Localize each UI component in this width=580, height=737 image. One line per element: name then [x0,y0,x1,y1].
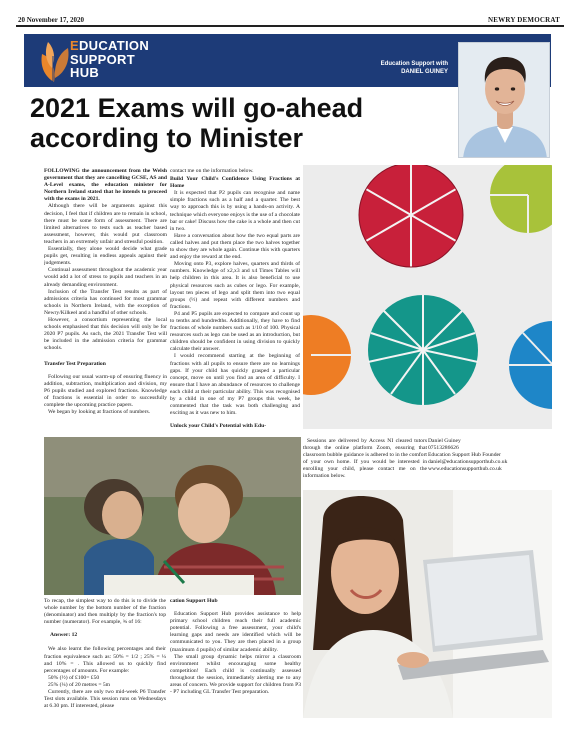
col1-paragraph: Continual assessment throughout the academic year would add a lot of stress to pupils and teachers in an already demanding environment. [44,267,167,288]
girl-laptop-drawing [303,490,552,718]
subheading-confidence: Build Your Child's Confidence Using Fractions at Home [170,176,300,190]
article-column-3 [44,598,166,718]
logo-line-1-text: DUCATION [78,38,150,53]
boy-studying-drawing [44,437,301,595]
col2-paragraph: Have a conversation about how the two equal parts are called halves and put them place the two halves together to show they are whole again. Continue this with quarters and enjoy the reward at the end. [170,232,300,261]
subheading-unlock: Unlock your Child's Potential with Edu- [170,423,267,430]
page-title: 2021 Exams will go-ahead according to Minister [30,93,364,153]
col1-paragraph: We began by looking at fractions of numbers. [48,409,151,415]
header-rule [16,25,564,27]
col1-paragraph: However, a consortium representing the local schools emphasised that this decision will only be for 2020 P7 pupils. As such, the 2021 Transfer Test will be included in the admission criteria for grammar schools. [44,316,167,352]
col3-paragraph: We also learnt the following percentages and their fraction equivalence such as: 50% = 1/2 ; 25% = ¼ and 10% = . This allowed us to quickly find percentages of amounts. For example: [44,646,166,674]
leaf-logo-icon [36,38,72,84]
fraction-circles-photo [303,165,552,429]
contact-phone: 07513286626 [428,445,459,452]
col5-paragraph: Sessions are delivered by Access NI cleared tutors through the online platform Zoom, ensuring that classroom bubble guidance is adhered to in the comfort of your own home. If you would be interested in enrolling your child, please contact me on the information below. [303,438,427,480]
answer-line: Answer: 12 [50,632,78,639]
logo-line-2: SUPPORT [70,51,135,67]
col1-paragraph: Essentially, they alone would decide what grade pupils get, resulting in endless appeals against their judgements. [44,246,167,267]
article-column-1 [44,168,167,430]
contact-website: www.educationsupporthub.co.uk [428,466,502,473]
contact-name: Daniel Guiney [428,438,461,444]
byline-author: DANIEL GUINEY [401,69,448,75]
col4-paragraph: Education Support Hub provides assistance to help primary school children reach their full academic potential. Following a free assessment, your child's learning gaps and needs are identified which will be communicated to you. They are then placed in a group (maximum 4 pupils) of similar academic ability. [170,611,301,653]
col1-paragraph: Following our usual warm-up of ensuring fluency in addition, subtraction, multiplication and division, my P6 pupils studied and explored fractions. Knowledge of fractions is essential in order to successfully complete the upcoming practice papers. [44,373,167,408]
col2-paragraph: It is expected that P2 pupils can recognise and name simple fractions such as a half and a quarter. The best way to approach this is by using a hands-on activity. A technique which everyone enjoys is the use of a chocolate bar or cake! Discuss how the cake is a whole and then cut in two. [170,190,300,232]
article-column-5 [303,438,427,490]
byline [381,60,448,76]
col1-paragraph: Inclusion of the Transfer Test results as part of admissions criteria has continued for most grammar schools in Northern Ireland, with the exception of Newry/Kilkeel and a handful of other schools. [44,288,167,316]
subheading-support-hub: cation Support Hub [170,598,218,604]
col3-paragraph: Currently, there are only two mid-week P6 Transfer Test slots available. This session runs on Wednesdays at 6.30 pm. If interested, please [44,689,166,710]
col4-paragraph: The small group dynamic helps mirror a classroom environment whilst encouraging some healthy competition! Each child is continually assessed throughout the session, immediately alerting me to any areas of concern. We provide support for children from P3 - P7 including GL Transfer Test preparation. [170,653,301,696]
col2-paragraph: Moving onto P3, explore halves, quarters and thirds of numbers. Knowledge of x2,x3 and x4 Times Tables will help children in this area. It is also beneficial to use physical resources such as cubes or lego. For example, layout ten pieces of lego and split them into two equal groups (½) and repeat with different numbers and fractions. [170,261,300,310]
author-portrait [458,42,550,158]
subheading-transfer-test: Transfer Test Preparation [44,361,106,368]
col3-example: 25% (¼) of 20 metres = 5m [48,681,111,688]
contact-email: daniel@educationsupporthub.co.uk [428,459,508,466]
fraction-circles-drawing [303,165,552,429]
publication-name: NEWRY DEMOCRAT [488,16,560,24]
col3-paragraph: To recap, the simplest way to do this is to divide the whole number by the bottom number of the fraction (denominator) and then multiply by the fraction's top number (numerator). For example, ¾ of 16: [44,598,166,626]
issue-date: 20 November 17, 2020 [18,16,84,24]
col2-paragraph: I would recommend starting at the beginning of fractions with all pupils to ensure there are no learnings gaps. If your child has quickly grasped a particular concept, move on until you find an area of difficulty. I ensure that I have an abundance of resources to challenge each child at their particular ability. This was recognised by a child in one of my P7 groups this week, he commented that the task was both challenging and exciting as it was new to him. [170,353,300,417]
article-column-2 [170,168,300,430]
article-lead: FOLLOWING the announcement from the Welsh government that they are cancelling GCSE, AS and A-Level exams, the education minister for Northern Ireland stated that he intends to proceed with the exams in 2021. [44,168,167,203]
contact-block [428,438,552,490]
col2-paragraph: P4 and P5 pupils are expected to compare and count up to tenths and hundredths. Additionally, they have to find fractions of whole numbers such as 1/10 of 100. Physical resources such as lego can be used as an introduction, but children should be confident in using division to quickly calculate their answer. [170,310,300,353]
article-column-4 [170,598,301,718]
col3-example: 50% (½) of £100= £50 [48,674,100,681]
logo-line-1: EDUCATION [70,38,150,53]
col2-opening: contact me on the information below. [170,168,254,174]
author-portrait-drawing [459,43,550,158]
girl-laptop-photo [303,490,552,718]
logo-line-3: HUB [70,65,100,80]
contact-role: Education Support Hub Founder [428,452,501,459]
byline-line-1: Education Support with [380,61,448,67]
boy-studying-photo [44,437,301,595]
col1-paragraph: Although there will be arguments against this decision, I feel that if children are to remain in school, there must be some form of assessment. There are limited alternatives to tests such as teacher based assessment, however, this would put classroom teachers in an extremely unfair and stressful position. [44,203,167,245]
logo-wordmark [70,39,149,80]
